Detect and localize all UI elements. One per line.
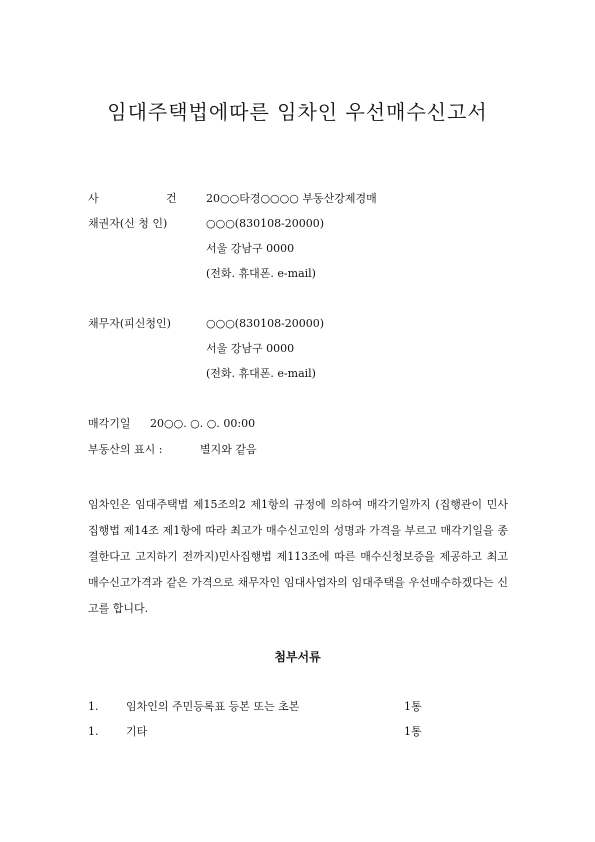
case-label-right: 건	[166, 192, 177, 205]
declaration-paragraph: 임차인은 임대주택법 제15조의2 제1항의 규정에 의하여 매각기일까지 (집행관이 민사집행법 제14조 제1항에 따라 최고가 매수신고인의 성명과 가격을 부르고 매각기일을 종결한다고 고지하기 전까지)민사집행법 제113조에 따른 매수신청보증을 제공하고 최고매수신고가격과 같은 가격으로 채무자인 임대사업자의 임대주택을 우선매수하겠다는 신고를 합니다.	[88, 498, 508, 615]
attachment-name: 기타	[126, 725, 148, 738]
debtor-address: 서울 강남구 0000	[206, 342, 295, 355]
sale-date-value: 20○○. ○. ○. 00:00	[150, 417, 256, 430]
creditor-address: 서울 강남구 0000	[206, 242, 295, 255]
creditor-label: 채권자(신 청 인)	[88, 217, 168, 230]
sale-date-label: 매각기일	[88, 417, 131, 430]
property-label: 부동산의 표시 :	[88, 443, 163, 456]
attachment-number: 1.	[88, 700, 99, 713]
debtor-contact: (전화. 휴대폰. e-mail)	[206, 367, 316, 380]
document-title: 임대주택법에따른 임차인 우선매수신고서	[107, 100, 488, 124]
attachment-number: 1.	[88, 725, 99, 738]
debtor-label: 채무자(피신청인)	[88, 317, 171, 330]
attachment-quantity: 1통	[404, 700, 422, 713]
debtor-name-id: ○○○(830108-20000)	[206, 317, 325, 330]
attachments-title: 첨부서류	[274, 650, 321, 664]
case-value: 20○○타경○○○○ 부동산강제경매	[206, 192, 377, 205]
property-value: 별지와 같음	[200, 443, 257, 456]
creditor-name-id: ○○○(830108-20000)	[206, 217, 325, 230]
creditor-contact: (전화. 휴대폰. e-mail)	[206, 267, 316, 280]
case-label-left: 사	[88, 192, 99, 205]
attachment-name: 임차인의 주민등록표 등본 또는 초본	[126, 700, 300, 713]
attachment-quantity: 1통	[404, 725, 422, 738]
